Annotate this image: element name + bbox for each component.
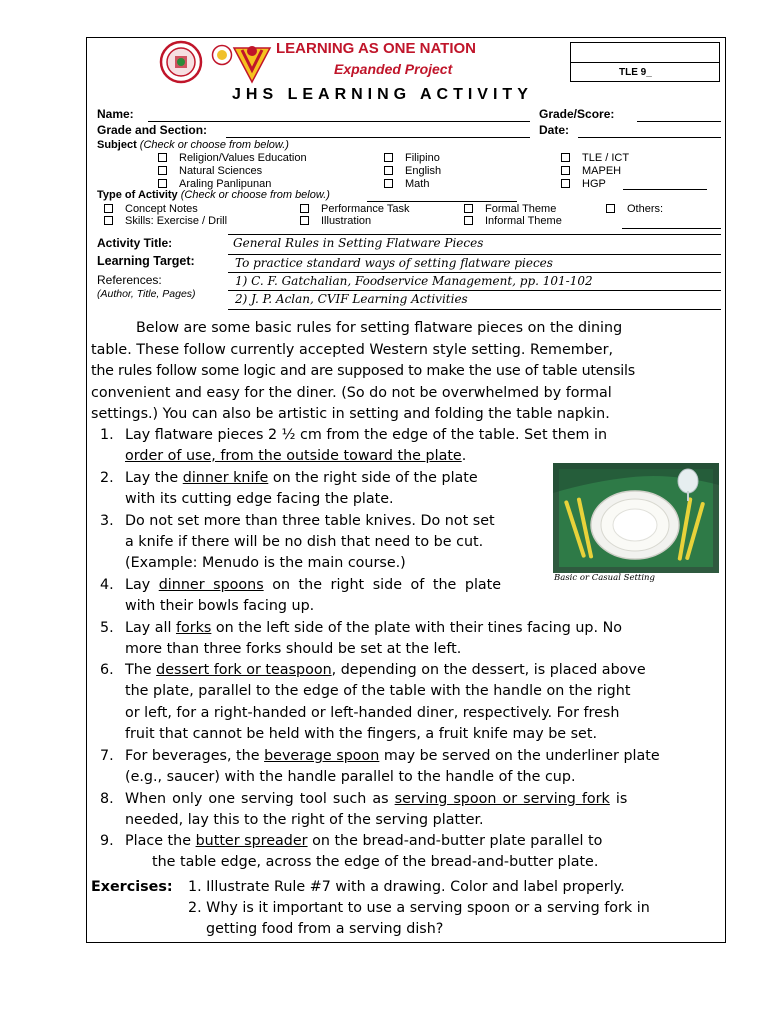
rule-9-number: 9. [100,833,114,849]
intro-line-2: table. These follow currently accepted Western style setting. Remember, [91,342,614,358]
checkbox-icon[interactable] [384,166,393,175]
activity-heading: JHS LEARNING ACTIVITY [232,86,533,103]
table-setting-photo [553,463,719,573]
learning-target-label: Learning Target: [97,254,195,268]
activity-title-rule [228,254,721,255]
rule-5-line-1: Lay all forks on the left side of the plate with their tines facing up. No [125,620,623,636]
exercises-label: Exercises: [91,879,173,895]
grade-section-label: Grade and Section: [97,123,208,137]
rule-7-line-2: (e.g., saucer) with the handle parallel to the handle of the cup. [125,769,576,785]
activity-title-label: Activity Title: [97,236,173,250]
rule-9-line-2: the table edge, across the edge of the bread-and-butter plate. [152,854,599,870]
reference-2-rule [228,309,721,310]
date-field[interactable] [578,137,721,138]
subject-option-religion[interactable]: Religion/Values Education [158,152,307,164]
checkbox-icon[interactable] [300,204,309,213]
subject-option-english[interactable]: English [384,165,441,177]
intro-line-3: the rules follow some logic and are supposed to make the use of table utensils [91,363,635,379]
checkbox-icon[interactable] [464,204,473,213]
rule-6-line-2: the plate, parallel to the edge of the table with the handle on the right [125,683,631,699]
activity-type-heading [97,189,330,201]
rule-2-number: 2. [100,470,114,486]
subject-option-hgp[interactable]: HGP [561,178,606,190]
grade-score-field[interactable] [637,121,721,122]
checkbox-icon[interactable] [300,216,309,225]
subject-option-tle[interactable]: TLE / ICT [561,152,629,164]
checkbox-icon[interactable] [158,166,167,175]
name-label: Name: [97,107,134,121]
rule-2-line-2: with its cutting edge facing the plate. [125,491,394,507]
checkbox-icon[interactable] [561,153,570,162]
subject-code-box [570,42,720,82]
type-option-illustration[interactable]: Illustration [300,215,371,227]
type-option-skills[interactable]: Skills: Exercise / Drill [104,215,227,227]
subject-heading [97,139,289,151]
checkbox-icon[interactable] [561,166,570,175]
checkbox-icon[interactable] [384,153,393,162]
subject-option-ap[interactable]: Araling Panlipunan [158,178,271,190]
rule-8-line-1: When only one serving tool such as serving spoon or serving fork is [125,791,628,807]
info-top-rule [228,234,721,235]
intro-line-1: Below are some basic rules for setting flatware pieces on the dining [136,320,623,336]
rule-7-number: 7. [100,748,114,764]
learning-target-rule [228,272,721,273]
subject-hint: (Check or choose from below.) [139,139,289,151]
photo-caption: Basic or Casual Setting [554,573,655,583]
checkbox-icon[interactable] [561,179,570,188]
rule-6-number: 6. [100,662,114,678]
rule-8-line-2: needed, lay this to the right of the serving platter. [125,812,484,828]
subject-code: TLE 9_ [619,67,652,78]
activity-type-label: Type of Activity [97,189,178,201]
type-option-others[interactable]: Others: [606,203,663,215]
type-option-performance[interactable]: Performance Task [300,203,409,215]
type-option-informal-theme[interactable]: Informal Theme [464,215,562,227]
exercise-1: 1. Illustrate Rule #7 with a drawing. Color and label properly. [188,879,625,895]
rule-9-line-1: Place the butter spreader on the bread-and-butter plate parallel to [125,833,603,849]
header-title: LEARNING AS ONE NATION [276,40,477,57]
checkbox-icon[interactable] [606,204,615,213]
rule-3-line-3: (Example: Menudo is the main course.) [125,555,406,571]
exercise-2-line-1: 2. Why is it important to use a serving spoon or a serving fork in [188,900,650,916]
activity-type-field[interactable] [367,201,517,202]
deped-seal-logo [159,40,203,84]
checkbox-icon[interactable] [104,204,113,213]
rule-3-number: 3. [100,513,114,529]
checkbox-icon[interactable] [158,153,167,162]
school-logo [211,44,233,66]
rule-1-line-1: Lay flatware pieces 2 ½ cm from the edge of the table. Set them in [125,427,608,443]
subject-option-filipino[interactable]: Filipino [384,152,440,164]
checkbox-icon[interactable] [158,179,167,188]
subject-option-math[interactable]: Math [384,178,429,190]
rule-8-number: 8. [100,791,114,807]
intro-line-4: convenient and easy for the diner. (So do not be overwhelmed by formal [91,385,612,401]
activity-type-hint: (Check or choose from below.) [180,189,330,201]
date-label: Date: [539,123,570,137]
learning-target-value: To practice standard ways of setting flatware pieces [235,256,553,270]
exercise-2-line-2: getting food from a serving dish? [206,921,444,937]
rule-5-line-2: more than three forks should be set at the left. [125,641,462,657]
rule-2-line-1: Lay the dinner knife on the right side of the plate [125,470,478,486]
rule-3-line-2: a knife if there will be no dish that need to be cut. [125,534,484,550]
rule-1-number: 1. [100,427,114,443]
activity-title-value: General Rules in Setting Flatware Pieces [233,236,484,250]
reference-1: 1) C. F. Gatchalian, Foodservice Management, pp. 101-102 [235,274,593,288]
project-logo [232,42,272,84]
checkbox-icon[interactable] [384,179,393,188]
rule-6-line-1: The dessert fork or teaspoon, depending on the dessert, is placed above [125,662,646,678]
grade-section-field[interactable] [226,137,530,138]
rule-3-line-1: Do not set more than three table knives. Do not set [125,513,495,529]
rule-6-line-3: or left, for a right-handed or left-handed diner, respectively. For fresh [125,705,620,721]
checkbox-icon[interactable] [464,216,473,225]
rule-4-line-2: with their bowls facing up. [125,598,315,614]
reference-2: 2) J. P. Aclan, CVIF Learning Activities [235,292,468,306]
reference-1-rule [228,290,721,291]
header-subtitle: Expanded Project [334,61,453,77]
subject-label: Subject [97,139,137,151]
references-hint: (Author, Title, Pages) [97,288,196,300]
subject-option-mapeh[interactable]: MAPEH [561,165,621,177]
hgp-field[interactable] [623,189,707,190]
type-option-concept-notes[interactable]: Concept Notes [104,203,198,215]
rule-6-line-4: fruit that cannot be held with the fingers, a fruit knife may be set. [125,726,598,742]
rule-1-line-2: order of use, from the outside toward the plate. [125,448,467,464]
rule-7-line-1: For beverages, the beverage spoon may be served on the underliner plate [125,748,660,764]
references-label: References: [97,273,162,287]
others-field[interactable] [622,228,721,229]
name-field[interactable] [148,121,530,122]
type-option-formal-theme[interactable]: Formal Theme [464,203,556,215]
rule-4-line-1: Lay dinner spoons on the right side of the plate [125,577,502,593]
subject-option-science[interactable]: Natural Sciences [158,165,262,177]
rule-4-number: 4. [100,577,114,593]
rule-5-number: 5. [100,620,114,636]
grade-score-label: Grade/Score: [539,107,615,121]
intro-line-5: settings.) You can also be artistic in setting and folding the table napkin. [91,406,610,422]
checkbox-icon[interactable] [104,216,113,225]
